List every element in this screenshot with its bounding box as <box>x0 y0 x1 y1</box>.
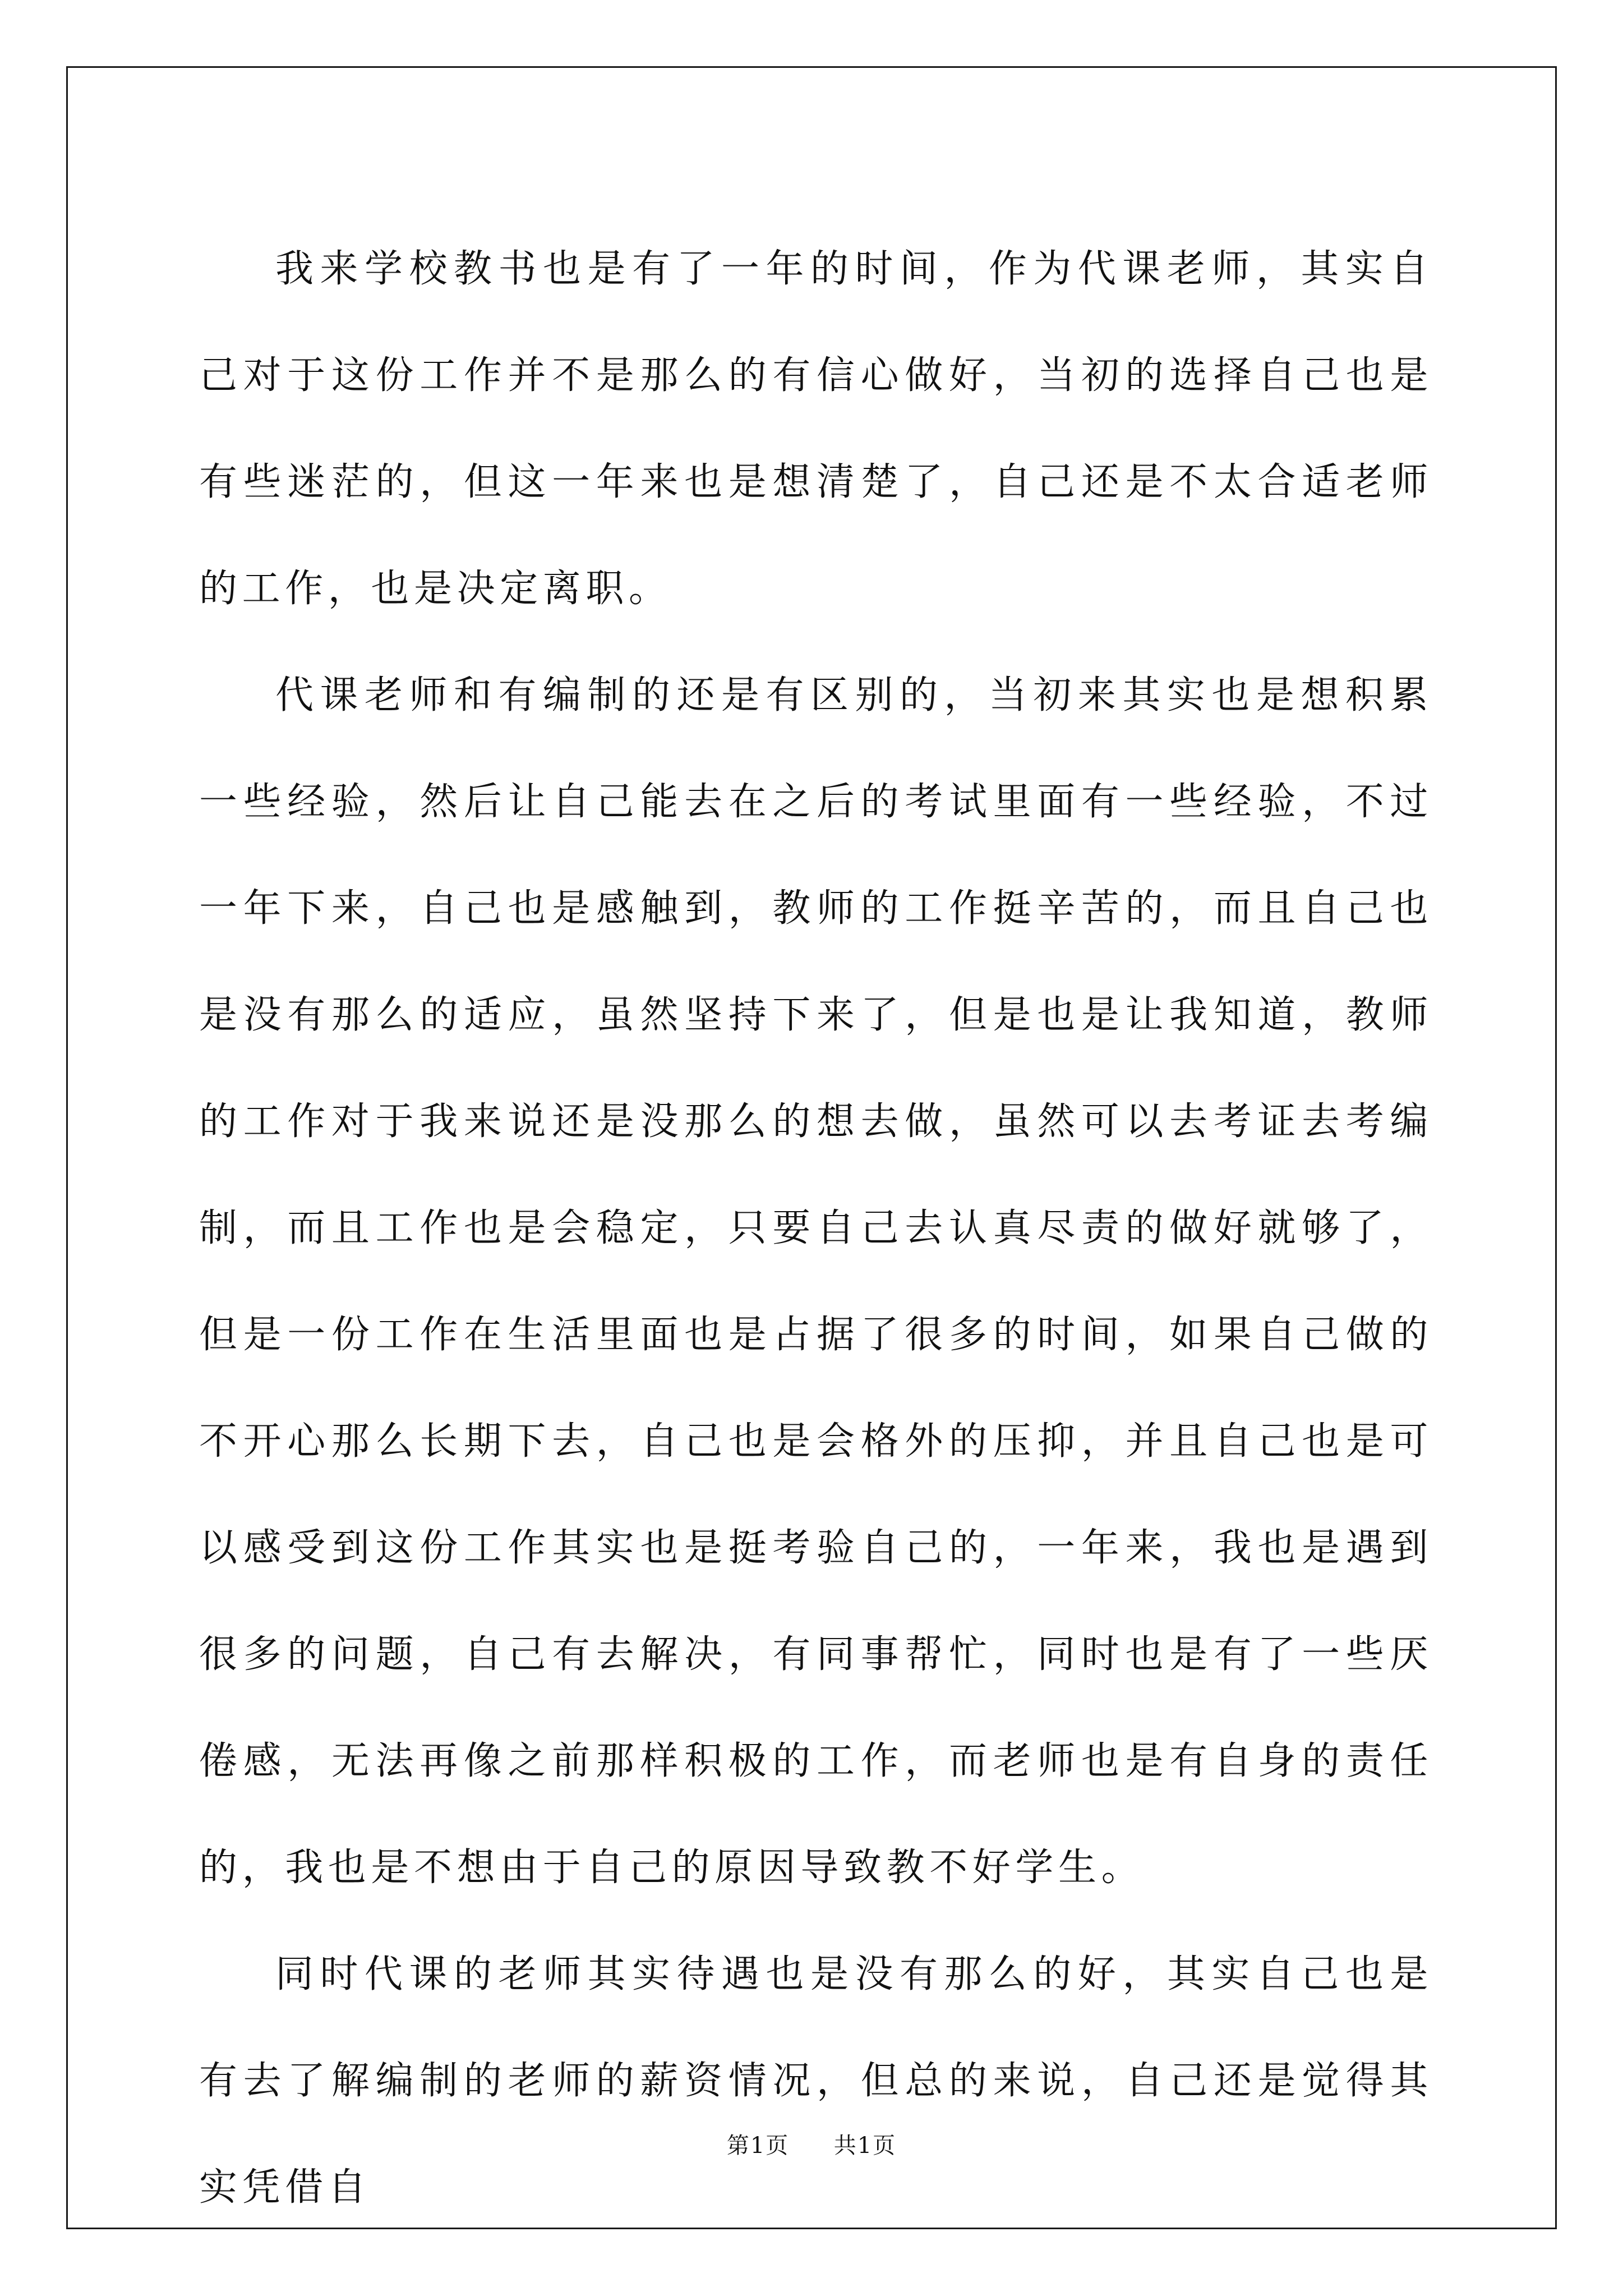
page-number: 第1页 <box>726 2133 790 2159</box>
page-footer <box>0 2132 1623 2160</box>
paragraph-2: 代课老师和有编制的还是有区别的，当初来其实也是想积累一些经验，然后让自己能去在之后的考试里面有一些经验，不过一年下来，自己也是感触到，教师的工作挺辛苦的，而且自己也是没有那么的适应，虽然坚持下来了，但是也是让我知道，教师的工作对于我来说还是没那么的想去做，虽然可以去考证去考编制，而且工作也是会稳定，只要自己去认真尽责的做好就够了，但是一份工作在生活里面也是占据了很多的时间，如果自己做的不开心那么长期下去，自己也是会格外的压抑，并且自己也是可以感受到这份工作其实也是挺考验自己的，一年来，我也是遇到很多的问题，自己有去解决，有同事帮忙，同时也是有了一些厌倦感，无法再像之前那样积极的工作，而老师也是有自身的责任的，我也是不想由于自己的原因导致教不好学生。 <box>199 673 1433 1890</box>
paragraph-1: 我来学校教书也是有了一年的时间，作为代课老师，其实自己对于这份工作并不是那么的有信心做好，当初的选择自己也是有些迷茫的，但这一年来也是想清楚了，自己还是不太合适老师的工作，也是决定离职。 <box>199 247 1433 611</box>
paragraph-3: 同时代课的老师其实待遇也是没有那么的好，其实自己也是有去了解编制的老师的薪资情况，但总的来说，自己还是觉得其实凭借自 <box>199 1952 1433 2210</box>
page-total: 共1页 <box>833 2133 897 2159</box>
document-body <box>199 216 1433 2241</box>
